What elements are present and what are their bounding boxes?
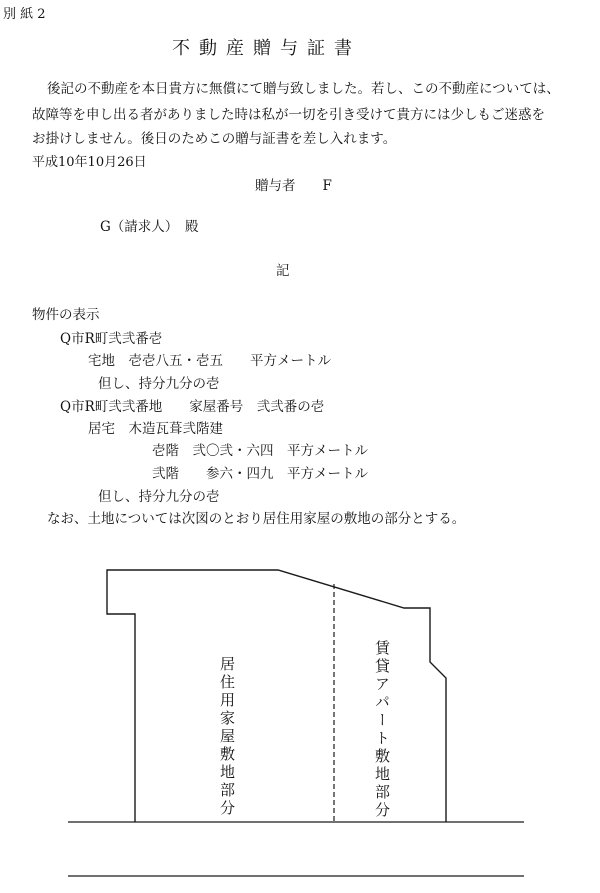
body-line-3: お掛けしません。後日のためこの贈与証書を差し入れます。 — [32, 131, 397, 147]
property-heading: 物件の表示 — [32, 307, 100, 323]
land-share: 但し、持分九分の壱 — [98, 376, 220, 392]
floor-1-area: 壱階 弐〇弐・六四 平方メートル — [152, 443, 368, 459]
body-line-1: 後記の不動産を本日貴方に無償にて贈与致しました。若し、この不動産については、 — [47, 81, 560, 97]
body-line-2: 故障等を申し出る者がありました時は私が一切を引き受けて貴方には少しもご迷惑を — [32, 107, 545, 123]
land-detail: 宅地 壱壱八五・壱五 平方メートル — [88, 353, 331, 369]
document-date: 平成10年10月26日 — [32, 155, 147, 170]
recipient-line: G（請求人） 殿 — [100, 219, 199, 235]
building-address: Q市R町弐弐番地 家屋番号 弐弐番の壱 — [60, 399, 325, 415]
site-boundary — [107, 570, 446, 822]
ki-heading: 記 — [276, 263, 290, 279]
land-note: なお、土地については次図のとおり居住用家屋の敷地の部分とする。 — [47, 511, 466, 527]
document-title: 不動産贈与証書 — [172, 38, 361, 59]
attachment-label: 別 紙 2 — [3, 7, 46, 22]
residential-site-label: 居住用家屋敷地部分 — [218, 656, 236, 818]
building-type: 居宅 木造瓦葺弐階建 — [88, 421, 223, 437]
donor-line: 贈与者 F — [255, 178, 332, 194]
rental-site-label: 賃貸アパート敷地部分 — [373, 640, 391, 820]
floor-2-area: 弐階 参六・四九 平方メートル — [152, 466, 368, 482]
building-share: 但し、持分九分の壱 — [98, 489, 220, 505]
land-address: Q市R町弐弐番壱 — [60, 331, 163, 347]
